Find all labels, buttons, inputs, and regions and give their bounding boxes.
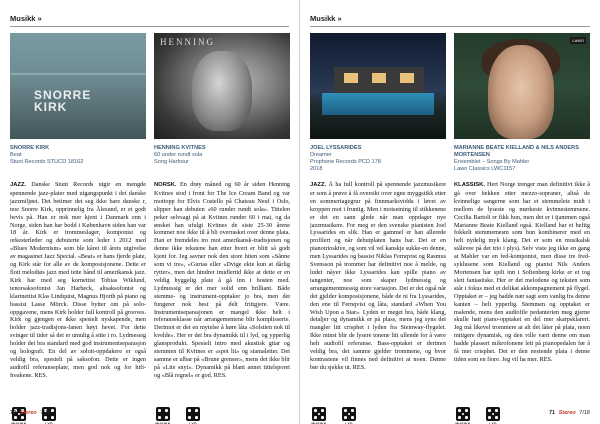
dice-pip <box>158 416 161 419</box>
dice-pip <box>321 416 324 419</box>
album-cover-joel-lyssarides <box>310 33 446 139</box>
dice-pip <box>344 409 347 412</box>
artist-name: MARIANNE BEATE KIELLAND & NILS ANDERS MORTENSEN <box>454 145 579 158</box>
dice-pip <box>488 416 491 419</box>
rating-label: LYD <box>345 422 353 424</box>
album-title: Beat <box>10 152 22 158</box>
dice-pip <box>458 416 461 419</box>
section-rule <box>10 26 289 27</box>
rating-label: LYD <box>489 422 497 424</box>
genre-lead: NORSK. <box>154 182 177 188</box>
dice-pip <box>344 416 347 419</box>
section-rule <box>310 26 590 27</box>
dice-pip <box>351 409 354 412</box>
album-meta <box>454 145 590 175</box>
album-title: Ensemblet – Songs By Mahler <box>454 159 530 165</box>
dice-icon <box>342 407 356 421</box>
dice-pip <box>492 413 495 416</box>
album-cover-snorre-kirk <box>10 33 146 139</box>
magazine-logo: Stereo <box>558 410 576 416</box>
rating-label: MUSIKK <box>155 422 171 424</box>
artist-name: HENNING KVITNES <box>154 145 206 151</box>
dice-pip <box>21 416 24 419</box>
album-title: Dreamer <box>310 152 332 158</box>
page-folio <box>10 410 51 416</box>
rating-lyd <box>484 407 502 424</box>
album-meta <box>154 145 290 175</box>
review-text: Å ha full kontroll på spennende jazzmusikere er som å prøve å få oversikt over egne myggstikk etter en sommertagegrur på finnmarksvidda i løvet av kroppen mot i fruntig. Men i motsetning til stikkenene er det en sann glede når man oppdager nye jazzmusikere. For meg er den svenske pianisten Joel Lyssarides en slik. Han er gammel er han allerede profilert og når debutplaten hans har. Det er en pianotrioskive, og som vil vel kanskje sukke-en denne, men Lyssarides og bassist Niklas Fernqvist og Rasmus Svensson på trommer har definitivt noe å melde, og ludet nåyer ikke Lyssarides kan spille piano av tangenter, noe som skaper lydmessig og arrangementmessig store variasjon. Det er det også når det gjelder komposisjonene, både de ni fra Lyssarides, den ene til Fernqvist og låta, standard «When You Wish Upon a Star». Lyden er meget bra, både klang, detaljer og dynamikk er på plass, mens jeg syns det mangler litt crisphet i lyden fra Steinway-flygelet. Ikke minst blir de lysere tonene litt ullende for å være helt audiofil referanse. Bass-opptaket er derimot veldig bra, det samme gjelder trommene, og hvor kontrastene vil finnes ned definitivt at noen. Denne bør du sjekke ut. <box>310 181 446 371</box>
artist-name: SNORRE KIRK <box>10 145 50 151</box>
section-title: Musikk » <box>10 14 42 23</box>
dice-pip <box>495 416 498 419</box>
dice-pip <box>51 416 54 419</box>
dice-pip <box>314 409 317 412</box>
genre-lead: JAZZ. <box>310 182 327 188</box>
review-joel-lyssarides <box>310 33 446 424</box>
dice-icon <box>156 407 170 421</box>
dice-pip <box>195 409 198 412</box>
review-text: En drøy måned og 60 år siden Henning Kvitnes stod i front for The Ice Cream Band og var mottopp for Elvis Costello på Chateau Neuf i Oslo, slipper han debuten «60 runder rundt sola». Tittelen peker selvsagt på at Kvitnes runder 60 i mai, og da ønsket han ufulgt Kvitnes de siste 25-30 årene kommer noe ikke til å bli overrasket over denne plata. Han er fremdeles tro mot amerikansk-tradisjonen og denne ikke tekstene han etter hvert er blitt så godt kjent for. Jeg savner nok den store hiten som «Sånne som vi tre», «Gurtas eller «Dvige ekte kun at dårlig rytter», men det hindrer imidlertid ikke at dette er en veldig hyggelig plate å gå inn i hosten med. Lydmessig er det mer solid enn brilliant. Både stemme- og instrument-opptaker jo bra, men det fungerer nok best på delt frittgjere. Være. Instrumentseparasjonen er mangel ikke helt i referanseklasse når arrangementene blir komplisserte. Derimot er det en mytelse å høre låta «Solstien nok til kvelde». Her er det bra dynamikk til i lyd, og ypperlig glansprodukt. Spesielt intro med akustisk gitar og stemmen til Kvitnes er «spot lit» og stamaletter. Det samme er ulbar på «Brune grenser», mens det ikke blir på «Lite snyt». Dynamikk på blant annet tittelsporet og «Blå regnel» er god. <box>154 181 290 379</box>
genre-lead: JAZZ. <box>10 182 27 188</box>
rating-musikk <box>154 407 172 424</box>
dice-pip <box>488 409 491 412</box>
cover-lettering: SNORRE KIRK <box>34 88 92 114</box>
dice-pip <box>351 416 354 419</box>
rating-label: MUSIKK <box>455 422 471 424</box>
issue-number: 7/18 <box>579 410 590 416</box>
review-body <box>454 181 590 403</box>
dice-pip <box>51 409 54 412</box>
rating-musikk <box>454 407 472 424</box>
issue-number: 7/18 <box>40 410 52 416</box>
rating-label: MUSIKK <box>11 422 27 424</box>
dice-icon <box>486 407 500 421</box>
dice-pip <box>321 409 324 412</box>
rating-lyd <box>340 407 358 424</box>
rating-musikk <box>310 407 328 424</box>
ratings <box>154 407 290 424</box>
review-text: Danske Stunt Records utgir en mengde spennende jazz-plater med utgangspunkt i det danske jazzmiljøet. Det betimer det seg ikke bare danske r, noe Snorre Kirk, opprinnelig fra Ålesund, er et godt bevis på. Han er nok mer kjent i Danmark enn i Norge, siden han har bodd i København siden han var 18 år. Kirk er trommeslager, komponist og orkesterleder og debuterte som leder i 2012 med «Blues Modernism» som ble kåret til årets utgivelse av magasinet Jazz Special. «Beat» er hans fjerde plate, og Kirk står for alle av de komposisjonene. Dette er flott melodiøs jazz med tette bånd til amerikansk jazz. Kirk har med seg kornettist Tobias Wiklund, tenorsaksofonist Jan Harbeck, altsaksofonist og klarinettist Klas Lindquist, Magnus Hjorth på piano og bassist Lasse Mörck. Disse bytter om på solo-oppgavene, mens Kirk holder full kontroll på grooves. Kirk og gjengen er ikke spesielt nyskapende, men holder jazz-tradisjons-fanen høyt hevet. For dette svinger til tider så det er umulig å sitte i ro. Lydmessig holder det bra standard med god instrumentseparasjon og holografi. En del av soloit-oppdakere er også veldig bra, spesielt på saksofon. Dette er ingen audiofil referanseplate, men god nok og for hifi-freakene. <box>10 181 146 379</box>
dice-pip <box>195 416 198 419</box>
rating-label: LYD <box>189 422 197 424</box>
album-title: 60 under rundt sola <box>154 152 203 158</box>
page-folio <box>549 410 590 416</box>
right-page <box>300 0 600 424</box>
review-text: Hert Norge trenger man definitivt ikke å gå over bekken etter mezzo-sopraner, altså de kvinnelige sangerne som har et stemmeleie midt i mellom de lyseste og mørkeste kvinnestemmene. Cecilia Bartoli er fikk hun, men det er i tjammen også Marianne Beate Kielland også. Kielland har et heftig fokkelt stemmemesm som hun kombinerer med en helt nydelig myk klang. Det er som en musikalsk stålevee på det trio i plys). Selv viste jeg ikke en gang at Mahler var en fed-komponist, men disse tre fred-syklusene som Kielland og pianist Nils Anders Mortensen har spilt inn i Sofienberg kirke er et tog slett fantastiske. Her er det melodene og teksten som står i fokus med et delikat akkompagnement på flygel. Opptaket er – jeg hadde nær sagt som vanlig fra denne kanten – helt ypperlig. Stemmen og opptaket er malende, mens den audiofile pedanterien meg gjerne skulle hatt piano-opptaket en del mer skarpsklarert. Jeg må likevel trommere at alt det låter på plata, noen mitigere dynamisk, og den ville vært denne om man hadde plassert mikrofonene lett på pianopedalen før å få mer crisphet. Det er den nestende plata i denne tiden som en fiore. Jeg vil ha mer. <box>454 181 590 363</box>
review-body <box>10 181 146 403</box>
dice-pip <box>314 416 317 419</box>
dice-pip <box>318 413 321 416</box>
genre-lead: KLASSISK. <box>454 182 485 188</box>
dice-pip <box>348 413 351 416</box>
rating-label: LYD <box>45 422 53 424</box>
dice-pip <box>188 409 191 412</box>
rating-label: MUSIKK <box>311 422 327 424</box>
album-label: Song Harbour <box>154 159 189 165</box>
dice-pip <box>465 416 468 419</box>
artist-name: JOEL LYSSARIDES <box>310 145 362 151</box>
ratings <box>310 407 446 424</box>
dice-pip <box>462 413 465 416</box>
review-signature: RES. <box>539 355 553 363</box>
album-year: 2018 <box>310 166 323 172</box>
cover-lettering: HENNING <box>160 37 215 47</box>
review-body <box>310 181 446 403</box>
dice-icon <box>312 407 326 421</box>
album-label: Lawo Classics LWC1157 <box>454 166 516 172</box>
dice-icon <box>186 407 200 421</box>
review-body <box>154 181 290 403</box>
review-columns <box>310 33 590 424</box>
dice-pip <box>44 416 47 419</box>
album-cover-henning-kvitnes <box>154 33 290 139</box>
review-columns <box>10 33 289 424</box>
page-number: 71 <box>548 410 556 416</box>
dice-pip <box>165 409 168 412</box>
album-cover-marianne-kielland <box>454 33 590 139</box>
review-signature: RES. <box>213 371 227 379</box>
review-henning-kvitnes <box>154 33 290 424</box>
dice-pip <box>495 409 498 412</box>
album-meta <box>310 145 446 175</box>
dice-pip <box>14 416 17 419</box>
review-signature: RES. <box>34 371 48 379</box>
dice-pip <box>188 416 191 419</box>
dice-icon <box>456 407 470 421</box>
review-signature: RES. <box>352 363 366 371</box>
rating-lyd <box>184 407 202 424</box>
review-snorre-kirk <box>10 33 146 424</box>
review-marianne-kielland <box>454 33 590 424</box>
dice-pip <box>158 409 161 412</box>
dice-pip <box>458 409 461 412</box>
page-number: 70 <box>10 410 17 416</box>
dice-pip <box>165 416 168 419</box>
album-label: Stunt Records STUCD 18162 <box>10 159 84 165</box>
album-label: Prophone Records PCD 178 <box>310 159 381 165</box>
cover-label-tag: LAWO <box>572 38 584 43</box>
dice-pip <box>465 409 468 412</box>
section-title: Musikk » <box>310 14 342 23</box>
magazine-logo: Stereo <box>19 410 37 416</box>
album-meta <box>10 145 146 175</box>
